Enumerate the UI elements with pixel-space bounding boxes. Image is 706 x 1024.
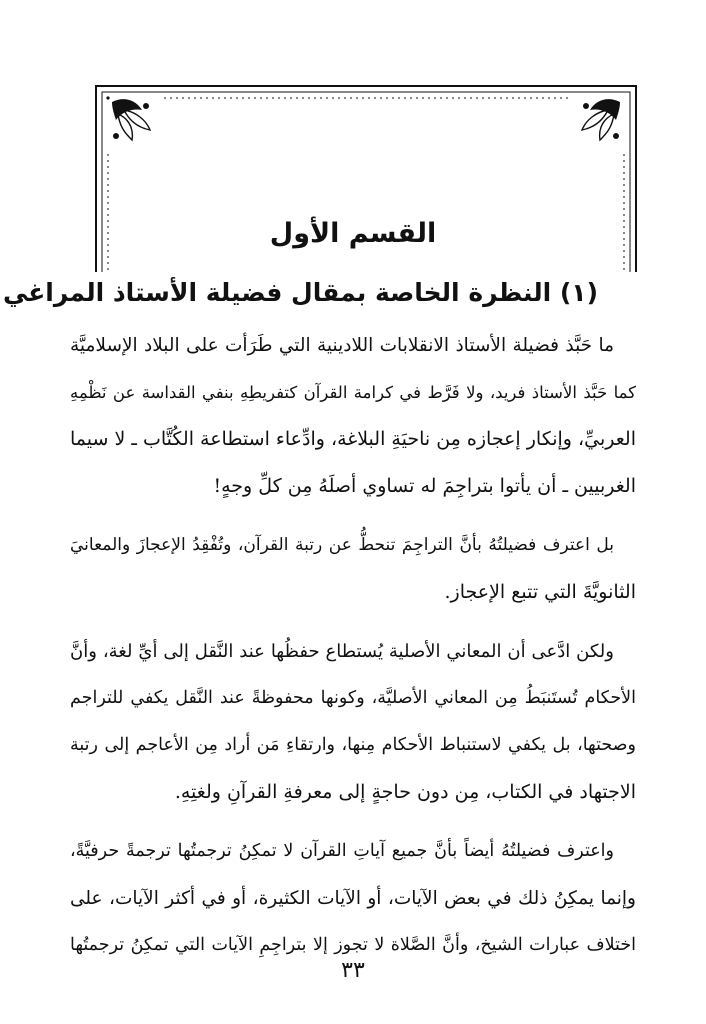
- text-line: الثانويَّةَ التي تتبع الإعجاز.: [444, 581, 636, 603]
- text-line: اختلاف عبارات الشيخ، وأنَّ الصَّلاة لا تجوز إلا بتراجِمِ الآيات التي تمكِنُ ترجمتُها: [70, 935, 636, 955]
- paragraph: [70, 522, 636, 616]
- text-line: الاجتهاد في الكتاب، مِن دون حاجةٍ إلى معرفةِ القرآنِ ولغتِهِ.: [174, 781, 636, 803]
- text-line: ما حَبَّذ فضيلة الأستاذ الانقلابات اللادينية التي طَرَأت على البلاد الإسلاميَّة: [70, 335, 614, 356]
- text-line: وصحتها، بل يكفي لاستنباط الأحكام مِنها، وارتقاءِ مَن أراد مِن الأعاجم إلى رتبة: [70, 735, 636, 755]
- section-title: القسم الأول: [269, 218, 437, 249]
- paragraph: [70, 828, 636, 969]
- text-line: الغربيين ـ أن يأتوا بتراجِمَ له تساوي أصلَهُ مِن كلِّ وجهٍ!: [213, 475, 636, 497]
- text-line: واعترف فضيلتُهُ أيضاً بأنَّ جميع آياتِ القرآن لا تمكِنُ ترجمتُها ترجمةً حرفيَّةً،: [70, 841, 614, 861]
- text-line: العربيِّ، وإنكار إعجازه مِن ناحيَةِ البلاغة، وادِّعاء استطاعة الكُتَّاب ـ لا سيما: [70, 428, 636, 450]
- text-line: وإنما يمكِنُ ذلك في بعض الآيات، أو الآيات الكثيرة، أو في أكثر الآيات، على: [70, 888, 636, 909]
- body-text: [70, 322, 636, 981]
- corner-ornament-right: [582, 99, 620, 140]
- text-line: بل اعترف فضيلتُهُ بأنَّ التراجِمَ تنحطُّ عن رتبة القرآن، وتُفْقِدُ الإعجازَ والمعانيَ: [70, 535, 614, 555]
- chapter-title: (١) النظرة الخاصة بمقال فضيلة الأستاذ المراغي: [2, 278, 598, 307]
- paragraph: [70, 322, 636, 510]
- page-number: ٣٣: [341, 958, 365, 983]
- text-line: كما حَبَّذ الأستاذ فريد، ولا فَرَّط في كرامة القرآن كتفريطِهِ بنفي القداسة عن نَظْمِهِ: [70, 383, 636, 402]
- text-line: ولكن ادَّعى أن المعاني الأصلية يُستطاع حفظُها عند النَّقل إلى أيِّ لغة، وأنَّ: [70, 641, 614, 662]
- text-line: الأحكام تُستَنبَطُ مِن المعاني الأصليَّة، وكونها محفوظةً عند النَّقل يكفي للتراجم: [70, 688, 636, 708]
- paragraph: [70, 628, 636, 816]
- corner-ornament-left: [112, 99, 150, 140]
